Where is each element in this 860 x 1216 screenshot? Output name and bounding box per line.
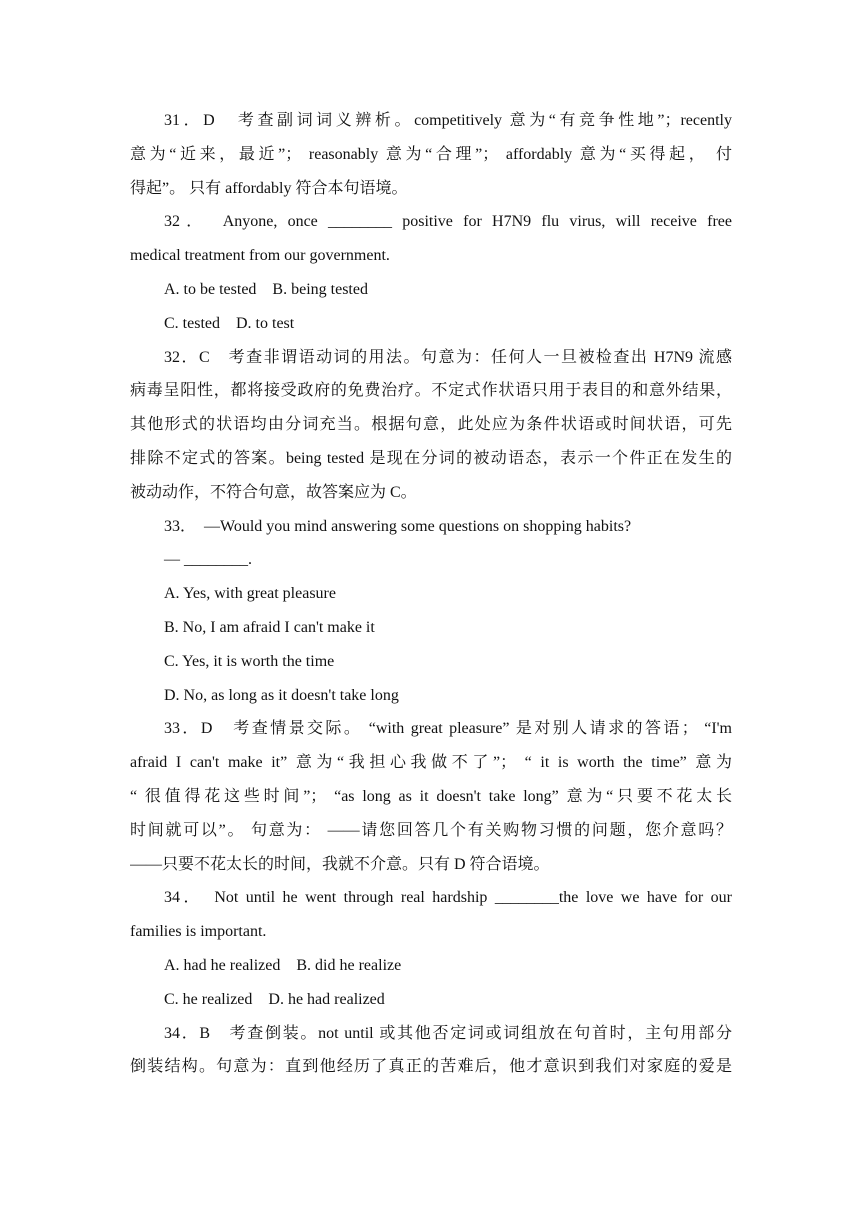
text-line: families is important. [130,923,267,941]
text-line: 意为“近来，最近”； reasonably 意为“合理”； affordably 意为“买得起， 付 [130,145,732,163]
text-line: 34． Not until he went through real hardship ________the love we have for our [164,889,732,907]
text-line: C. Yes, it is worth the time [164,652,335,670]
text-line: 倒装结构。句意为：直到他经历了真正的苦难后，他才意识到我们对家庭的爱是 [130,1058,732,1076]
text-line: 得起”。 只有 affordably 符合本句语境。 [130,179,408,197]
text-line: D. No, as long as it doesn't take long [164,686,399,704]
text-line: 33．D 考查情景交际。 “with great pleasure” 是对别人请求的答语； “I'm [164,720,732,738]
text-line: 32． Anyone, once ________ positive for H7N9 flu virus, will receive free [164,213,732,231]
text-line: A. to be tested B. being tested [164,280,368,298]
text-line: medical treatment from our government. [130,247,390,265]
document-page [130,104,732,1084]
text-line: 33． —Would you mind answering some questions on shopping habits? [164,517,632,535]
text-line: 被动动作，不符合句意，故答案应为 C。 [130,483,417,501]
text-line: afraid I can't make it” 意为“我担心我做不了”； “ it is worth the time” 意为 [130,754,732,772]
text-line: 病毒呈阳性，都将接受政府的免费治疗。不定式作状语只用于表目的和意外结果， [130,382,732,400]
text-line: B. No, I am afraid I can't make it [164,618,375,636]
text-line: C. tested D. to test [164,314,295,332]
text-line: A. Yes, with great pleasure [164,585,336,603]
text-line: 排除不定式的答案。being tested 是现在分词的被动语态，表示一个件正在发生的 [130,449,732,467]
text-line: A. had he realized B. did he realize [164,956,402,974]
text-line: “ 很值得花这些时间”； “as long as it doesn't take long” 意为“只要不花太长 [130,787,732,805]
text-line: 31．D 考查副词词义辨析。competitively 意为“有竞争性地”；recently [164,112,732,129]
text-line: 32．C 考查非谓语动词的用法。句意为：任何人一旦被检查出 H7N9 流感 [164,348,732,366]
text-line: 其他形式的状语均由分词充当。根据句意，此处应为条件状语或时间状语，可先 [130,416,732,434]
text-line: C. he realized D. he had realized [164,990,385,1008]
text-line: 时间就可以”。 句意为： ——请您回答几个有关购物习惯的问题，您介意吗？ [130,821,732,839]
text-line: 34．B 考查倒装。not until 或其他否定词或词组放在句首时，主句用部分 [164,1024,732,1042]
text-line: ——只要不花太长的时间，我就不介意。只有 D 符合语境。 [130,855,550,873]
text-line: — ________. [164,551,252,569]
